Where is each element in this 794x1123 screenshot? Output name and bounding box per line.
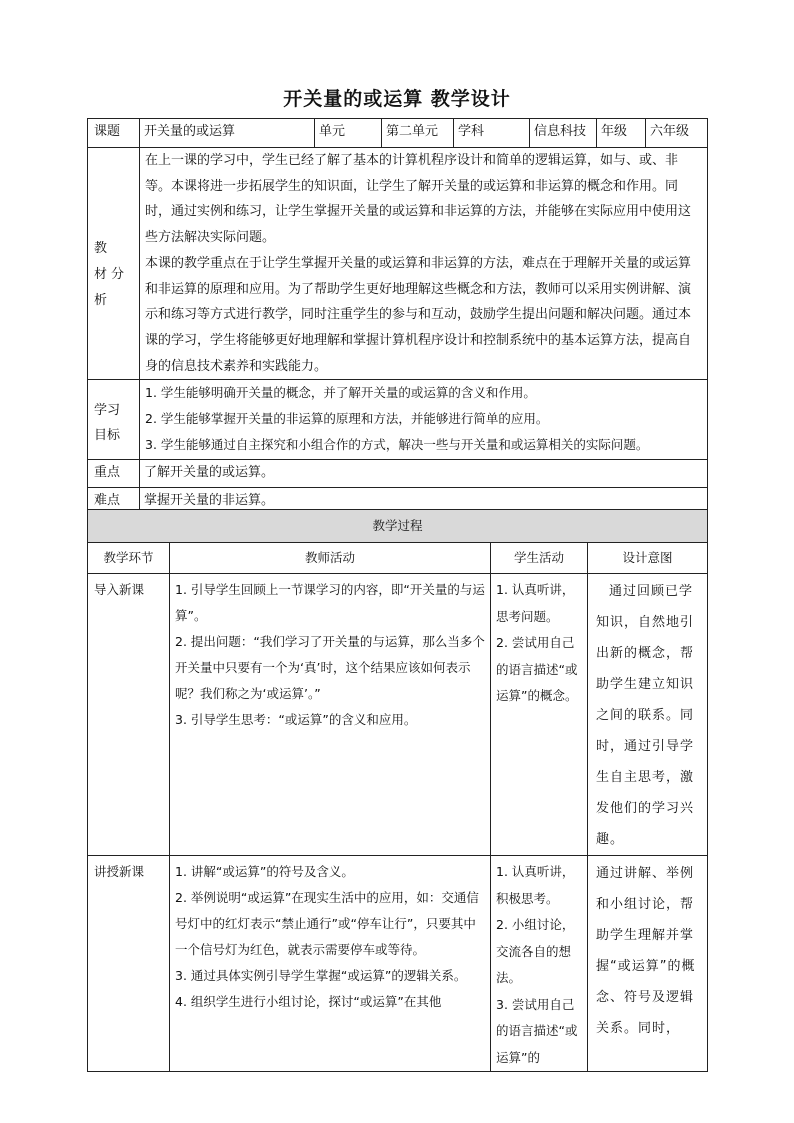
teacher-activity-cell [170, 856, 491, 1072]
teacher-activity-item: 1. 讲解“或运算”的符号及含义。 [175, 864, 354, 879]
intent-text: 通过讲解、举例和小组讨论，帮助学生理解并掌握“或运算”的概念、符号及逻辑关系。同时， [596, 866, 696, 1036]
student-activity-cell [491, 856, 588, 1072]
stage-cell: 导入新课 [88, 574, 170, 856]
difficulty-value: 掌握开关量的非运算。 [140, 488, 708, 516]
intent-cell [588, 574, 708, 856]
analysis-paragraph: 在上一课的学习中，学生已经了解了基本的计算机程序设计和简单的逻辑运算，如与、或、非等。本课将进一步拓展学生的知识面，让学生了解开关量的或运算和非运算的概念和作用。同时，通过实例和练习，让学生掌握开关量的或运算和非运算的方法，并能够在实际应用中使用这些方法解决实际问题。 [145, 153, 692, 246]
analysis-paragraph: 本课的教学重点在于让学生掌握开关量的或运算和非运算的方法，难点在于理解开关量的或运算和非运算的原理和应用。为了帮助学生更好地理解这些概念和方法，教师可以采用实例讲解、演示和练习等方式进行教学，同时注重学生的参与和互动，鼓励学生提出问题和解决问题。通过本课的学习，学生将能够更好地理解和掌握计算机程序设计和控制系统中的基本运算方法，提高自身的信息技术素养和实践能力。 [145, 255, 692, 374]
student-activity-item: 1. 认真听讲，思考问题。 [496, 582, 575, 624]
teacher-activity-cell [170, 574, 491, 856]
teacher-activity-item: 3. 引导学生思考：“或运算”的含义和应用。 [175, 712, 417, 727]
process-table [87, 509, 708, 1072]
analysis-content [140, 148, 708, 380]
goal-item: 1. 学生能够明确开关量的概念，并了解开关量的或运算的含义和作用。 [145, 385, 536, 401]
subject-value: 信息科技 [530, 119, 597, 148]
goals-label-text: 学习目标 [94, 403, 121, 444]
unit-label: 单元 [315, 119, 382, 148]
stage-cell: 讲授新课 [88, 856, 170, 1072]
header-stage: 教学环节 [88, 543, 170, 574]
course-value: 开关量的或运算 [140, 119, 315, 148]
key-value: 了解开关量的或运算。 [140, 460, 708, 488]
analysis-label-text: 教 材分析 [94, 241, 129, 308]
grade-label: 年级 [597, 119, 646, 148]
header-teacher: 教师活动 [170, 543, 491, 574]
goal-item: 2. 学生能够掌握开关量的非运算的原理和方法，并能够进行简单的应用。 [145, 411, 549, 427]
header-student: 学生活动 [491, 543, 588, 574]
course-label: 课题 [88, 119, 140, 148]
unit-value: 第二单元 [382, 119, 454, 148]
difficulty-label: 难点 [88, 488, 140, 516]
intent-text: 通过回顾已学知识，自然地引出新的概念，帮助学生建立知识之间的联系。同时，通过引导学生自主思考，激发他们的学习兴趣。 [596, 584, 695, 847]
info-table [87, 118, 708, 516]
goal-item: 3. 学生能够通过自主探究和小组合作的方式，解决一些与开关量和或运算相关的实际问题。 [145, 436, 649, 452]
student-activity-item: 1. 认真听讲，积极思考。 [496, 864, 575, 906]
teacher-activity-item: 2. 举例说明“或运算”在现实生活中的应用，如：交通信号灯中的红灯表示“禁止通行”或“停车让行”，只要其中一个信号灯为红色，就表示需要停车或等待。 [175, 890, 479, 957]
student-activity-item: 2. 小组讨论，交流各自的想法。 [496, 917, 575, 985]
header-intent: 设计意图 [588, 543, 708, 574]
analysis-label [88, 148, 140, 380]
student-activity-cell [491, 574, 588, 856]
goals-label [88, 380, 140, 460]
teacher-activity-item: 4. 组织学生进行小组讨论，探讨“或运算”在其他 [175, 994, 442, 1009]
teacher-activity-item: 2. 提出问题：“我们学习了开关量的与运算，那么当多个开关量中只要有一个为‘真’时，这个结果应该如何表示呢？我们称之为‘或运算’。” [175, 634, 485, 701]
student-activity-item: 3. 尝试用自己的语言描述“或运算”的 [496, 996, 578, 1065]
key-label: 重点 [88, 460, 140, 488]
teacher-activity-item: 1. 引导学生回顾上一节课学习的内容，即“开关量的与运算”。 [175, 582, 485, 623]
intent-cell [588, 856, 708, 1072]
section-title: 教学过程 [88, 510, 708, 543]
subject-label: 学科 [454, 119, 530, 148]
student-activity-item: 2. 尝试用自己的语言描述“或运算”的概念。 [496, 635, 578, 703]
teacher-activity-item: 3. 通过具体实例引导学生掌握“或运算”的逻辑关系。 [175, 968, 467, 983]
goals-content [140, 380, 708, 460]
grade-value: 六年级 [646, 119, 708, 148]
page-title: 开关量的或运算 教学设计 [283, 88, 511, 110]
